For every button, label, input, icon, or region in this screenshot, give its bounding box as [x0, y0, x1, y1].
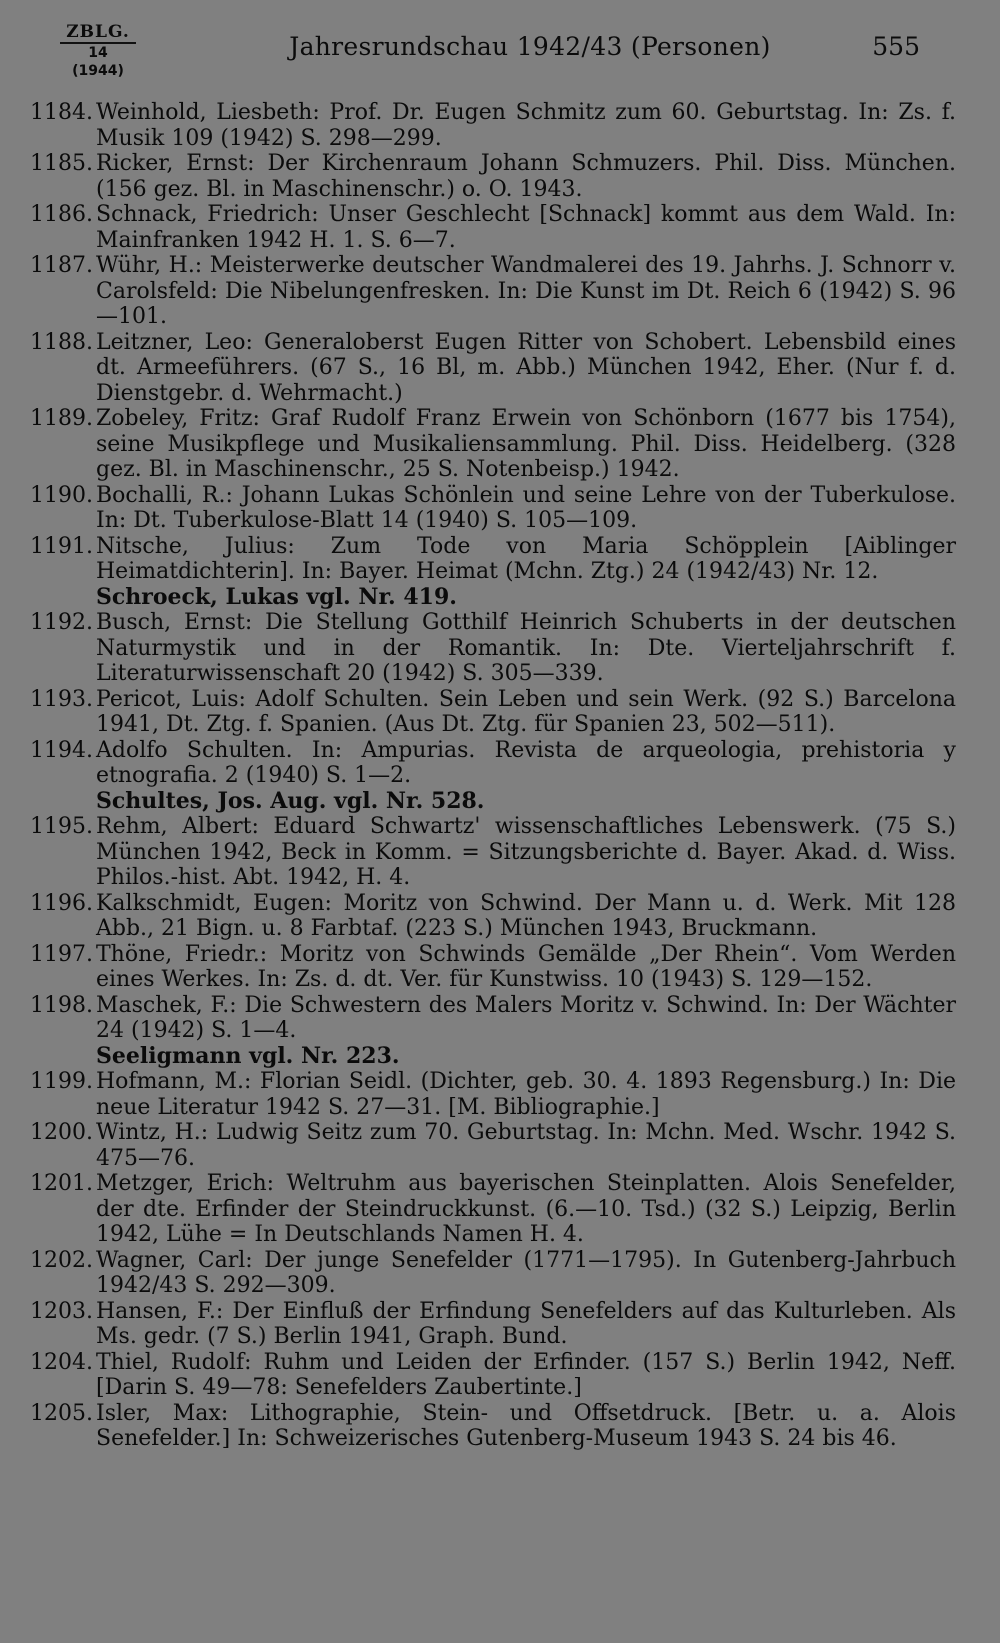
- entry-number: 1191.: [30, 533, 93, 559]
- entry-number: 1198.: [30, 992, 93, 1018]
- entry-number: 1203.: [30, 1298, 93, 1324]
- bibliography-entry: [30, 534, 956, 585]
- entry-text: Maschek, F.: Die Schwestern des Malers Moritz v. Schwind. In: Der Wächter 24 (1942) S. 1—4.: [96, 992, 956, 1043]
- entry-text: Weinhold, Liesbeth: Prof. Dr. Eugen Schmitz zum 60. Geburtstag. In: Zs. f. Musik 109 (1942) S. 298—299.: [96, 100, 956, 151]
- entry-number: 1199.: [30, 1069, 93, 1094]
- journal-volume: 14 (1944): [72, 45, 124, 79]
- entry-text: Metzger, Erich: Weltruhm aus bayerischen Steinplatten. Alois Senefelder, der dte. Erfinder der Steindruckkunst. (6.—10. Tsd.) (32 S.) Leipzig, Berlin 1942, Lühe = In Deutschlands Namen H. 4.: [96, 1171, 956, 1247]
- entry-text: Pericot, Luis: Adolf Schulten. Sein Leben und sein Werk. (92 S.) Barcelona 1941, Dt. Ztg. f. Spanien. (Aus Dt. Ztg. für Spanien 23, 502—511).: [96, 686, 956, 737]
- entry-text: Thiel, Rudolf: Ruhm und Leiden der Erfinder. (157 S.) Berlin 1942, Neff. [Darin S. 49—78: Senefelders Zaubertinte.]: [96, 1349, 956, 1400]
- bibliography-entry: [30, 1120, 956, 1171]
- entry-number: 1205.: [30, 1400, 93, 1426]
- bibliography-entry: [30, 993, 956, 1044]
- journal-reference: [60, 22, 136, 80]
- cross-reference: Seeligmann vgl. Nr. 223.: [96, 1042, 400, 1069]
- entry-number: 1196.: [30, 890, 93, 916]
- bibliography-entry: [30, 1299, 956, 1350]
- entry-text: Busch, Ernst: Die Stellung Gotthilf Heinrich Schuberts in der deutschen Naturmystik und in der Romantik. In: Dte. Vierteljahrschrift f. Literaturwissenschaft 20 (1942) S. 305—339.: [96, 610, 956, 686]
- entry-text: Hansen, F.: Der Einfluß der Erfindung Senefelders auf das Kulturleben. Als Ms. gedr. (7 S.) Berlin 1941, Graph. Bund.: [96, 1298, 956, 1349]
- entry-text: Leitzner, Leo: Generaloberst Eugen Ritter von Schobert. Lebensbild eines dt. Armeeführers. (67 S., 16 Bl, m. Abb.) München 1942, Eher. (Nur f. d. Dienstgebr. d. Wehrmacht.): [96, 329, 956, 406]
- bibliography-entry: [30, 1248, 956, 1299]
- bibliography-entry: [30, 202, 956, 253]
- bibliography-entry: [30, 406, 956, 483]
- entry-text: Hofmann, M.: Florian Seidl. (Dichter, geb. 30. 4. 1893 Regensburg.) In: Die neue Literatur 1942 S. 27—31. [M. Bibliographie.]: [96, 1069, 956, 1120]
- entry-text: Schnack, Friedrich: Unser Geschlecht [Schnack] kommt aus dem Wald. In: Mainfranken 1942 H. 1. S. 6—7.: [96, 202, 956, 253]
- journal-abbreviation: ZBLG.: [60, 22, 136, 44]
- entry-text: Rehm, Albert: Eduard Schwartz' wissenschaftliches Lebenswerk. (75 S.) München 1942, Beck in Komm. = Sitzungsberichte d. Bayer. Akad. d. Wiss. Philos.-hist. Abt. 1942, H. 4.: [96, 814, 956, 890]
- cross-reference: Schultes, Jos. Aug. vgl. Nr. 528.: [96, 787, 485, 814]
- bibliography-entry: [30, 1171, 956, 1248]
- entry-text: Isler, Max: Lithographie, Stein- und Offsetdruck. [Betr. u. a. Alois Senefelder.] In: Schweizerisches Gutenberg-Museum 1943 S. 24 bis 46.: [96, 1400, 956, 1451]
- entry-text: Thöne, Friedr.: Moritz von Schwinds Gemälde „Der Rhein“. Vom Werden eines Werkes. In: Zs. d. dt. Ver. für Kunstwiss. 10 (1943) S. 129—152.: [96, 941, 956, 992]
- entry-number: 1185.: [30, 151, 93, 176]
- bibliography-entry: [30, 100, 956, 151]
- page-header: [30, 0, 962, 92]
- bibliography-entry: [30, 330, 956, 407]
- entry-text: Kalkschmidt, Eugen: Moritz von Schwind. Der Mann u. d. Werk. Mit 128 Abb., 21 Bign. u. 8 Farbtaf. (223 S.) München 1943, Bruckmann.: [96, 890, 956, 941]
- bibliography-entry: [30, 942, 956, 993]
- entry-text: Wintz, H.: Ludwig Seitz zum 70. Geburtstag. In: Mchn. Med. Wschr. 1942 S. 475—76.: [96, 1120, 956, 1171]
- entry-text: Ricker, Ernst: Der Kirchenraum Johann Schmuzers. Phil. Diss. München. (156 gez. Bl. in Maschinenschr.) o. O. 1943.: [96, 151, 956, 202]
- entry-text: Adolfo Schulten. In: Ampurias. Revista de arqueologia, prehistoria y etnografia. 2 (1940) S. 1—2.: [96, 737, 956, 788]
- entry-number: 1189.: [30, 406, 93, 431]
- entry-text: Nitsche, Julius: Zum Tode von Maria Schöpplein [Aiblinger Heimatdichterin]. In: Bayer. Heimat (Mchn. Ztg.) 24 (1942/43) Nr. 12.: [96, 533, 956, 584]
- bibliography-entry: [30, 253, 956, 330]
- entry-number: 1184.: [30, 100, 93, 125]
- entry-text: Bochalli, R.: Johann Lukas Schönlein und seine Lehre von der Tuberkulose. In: Dt. Tuberkulose-Blatt 14 (1940) S. 105—109.: [96, 482, 956, 533]
- entry-number: 1204.: [30, 1349, 93, 1375]
- entry-number: 1201.: [30, 1171, 93, 1196]
- page-number: 555: [872, 32, 920, 61]
- entry-number: 1192.: [30, 610, 93, 635]
- entry-text: Wagner, Carl: Der junge Senefelder (1771—1795). In Gutenberg-Jahrbuch 1942/43 S. 292—309.: [96, 1247, 956, 1298]
- running-title: Jahresrundschau 1942/43 (Personen): [289, 32, 771, 61]
- entry-number: 1197.: [30, 941, 93, 967]
- bibliography-entry: [30, 738, 956, 789]
- entry-number: 1200.: [30, 1120, 93, 1145]
- bibliography-entry: [30, 483, 956, 534]
- entry-number: 1195.: [30, 814, 93, 839]
- bibliography-entry: [30, 687, 956, 738]
- entry-number: 1190.: [30, 482, 93, 508]
- entry-text: Zobeley, Fritz: Graf Rudolf Franz Erwein von Schönborn (1677 bis 1754), seine Musikpflege und Musikaliensammlung. Phil. Diss. Heidelberg. (328 gez. Bl. in Maschinenschr., 25 S. Notenbeisp.) 1942.: [96, 406, 956, 482]
- bibliography-list: [30, 100, 956, 1452]
- bibliography-entry: [30, 1350, 956, 1401]
- entry-number: 1202.: [30, 1247, 93, 1273]
- bibliography-entry: [30, 814, 956, 891]
- entry-number: 1187.: [30, 253, 93, 278]
- entry-number: 1186.: [30, 202, 93, 227]
- bibliography-entry: [30, 1401, 956, 1452]
- bibliography-entry: [30, 891, 956, 942]
- entry-number: 1188.: [30, 329, 93, 355]
- entry-text: Wühr, H.: Meisterwerke deutscher Wandmalerei des 19. Jahrhs. J. Schnorr v. Carolsfeld: Die Nibelungenfresken. In: Die Kunst im Dt. Reich 6 (1942) S. 96—101.: [96, 253, 956, 329]
- entry-number: 1194.: [30, 737, 93, 763]
- cross-reference: Schroeck, Lukas vgl. Nr. 419.: [96, 583, 457, 610]
- bibliography-entry: [30, 610, 956, 687]
- bibliography-entry: [30, 151, 956, 202]
- entry-number: 1193.: [30, 686, 93, 712]
- bibliography-entry: [30, 1069, 956, 1120]
